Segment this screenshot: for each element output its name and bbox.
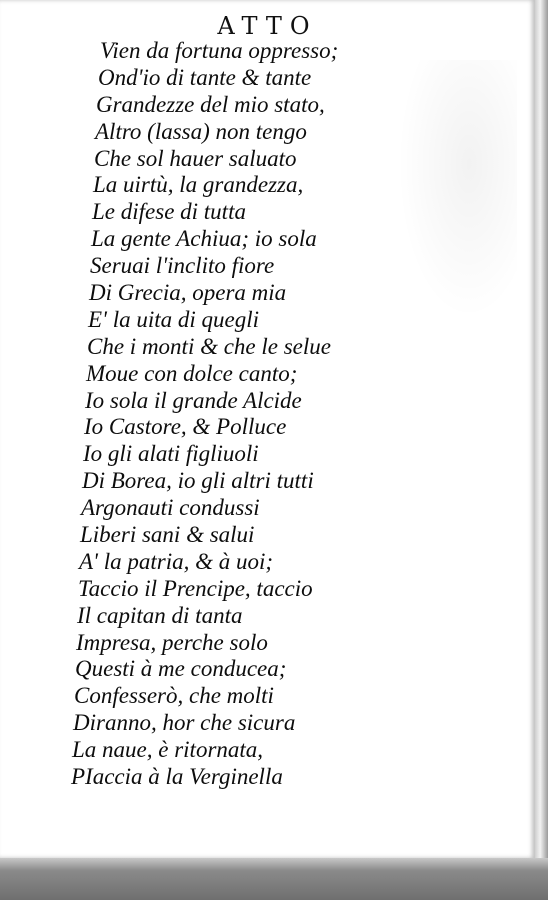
verse-line: Diranno, hor che sicura — [73, 710, 296, 736]
verse-line: Seruai l'inclito fiore — [90, 253, 275, 279]
verse-line: Taccio il Prencipe, taccio — [78, 575, 313, 601]
verse-line: Il capitan di tanta — [77, 602, 243, 628]
verse-line: Che i monti & che le selue — [87, 333, 331, 359]
verse-line: Io Castore, & Polluce — [84, 414, 287, 440]
verse-line: Argonauti condussi — [81, 495, 260, 521]
verse-line: Vien da fortuna oppresso; — [100, 38, 339, 63]
verse-line: Impresa, perche solo — [76, 629, 268, 655]
verse-line: PIaccia à la Verginella — [71, 764, 283, 790]
scan-bottom-edge — [0, 858, 548, 900]
verse-line: Questi à me conducea; — [75, 656, 287, 682]
verse-line: Di Grecia, opera mia — [89, 280, 287, 306]
verse-line: Liberi sani & salui — [80, 522, 255, 548]
verse-line: Io sola il grande Alcide — [85, 387, 302, 413]
verse-line: La gente Achiua; io sola — [91, 226, 317, 252]
verse-line: Grandezze del mio stato, — [96, 91, 325, 117]
verse-line: Altro (lassa) non tengo — [95, 118, 307, 144]
page-edge — [535, 0, 548, 900]
running-head: ATTO — [217, 12, 318, 40]
verse-line: Di Borea, io gli altri tutti — [82, 468, 314, 494]
verse-line: La naue, è ritornata, — [72, 737, 264, 763]
verse-line: E' la uita di quegli — [88, 306, 260, 332]
verse-line: Che sol hauer saluato — [94, 145, 297, 171]
verse-line: Confesserò, che molti — [74, 683, 274, 709]
verse-line: Io gli alati figliuoli — [83, 441, 259, 467]
verse-line: La uirtù, la grandezza, — [93, 172, 304, 198]
verse-line: Moue con dolce canto; — [86, 360, 298, 386]
verse-line: A' la patria, & à uoi; — [79, 548, 274, 574]
verse-block — [0, 38, 338, 791]
verse-line: Le difese di tutta — [92, 199, 246, 225]
ink-bleed-through — [397, 60, 517, 320]
verse-line: Ond'io di tante & tante — [98, 64, 312, 90]
